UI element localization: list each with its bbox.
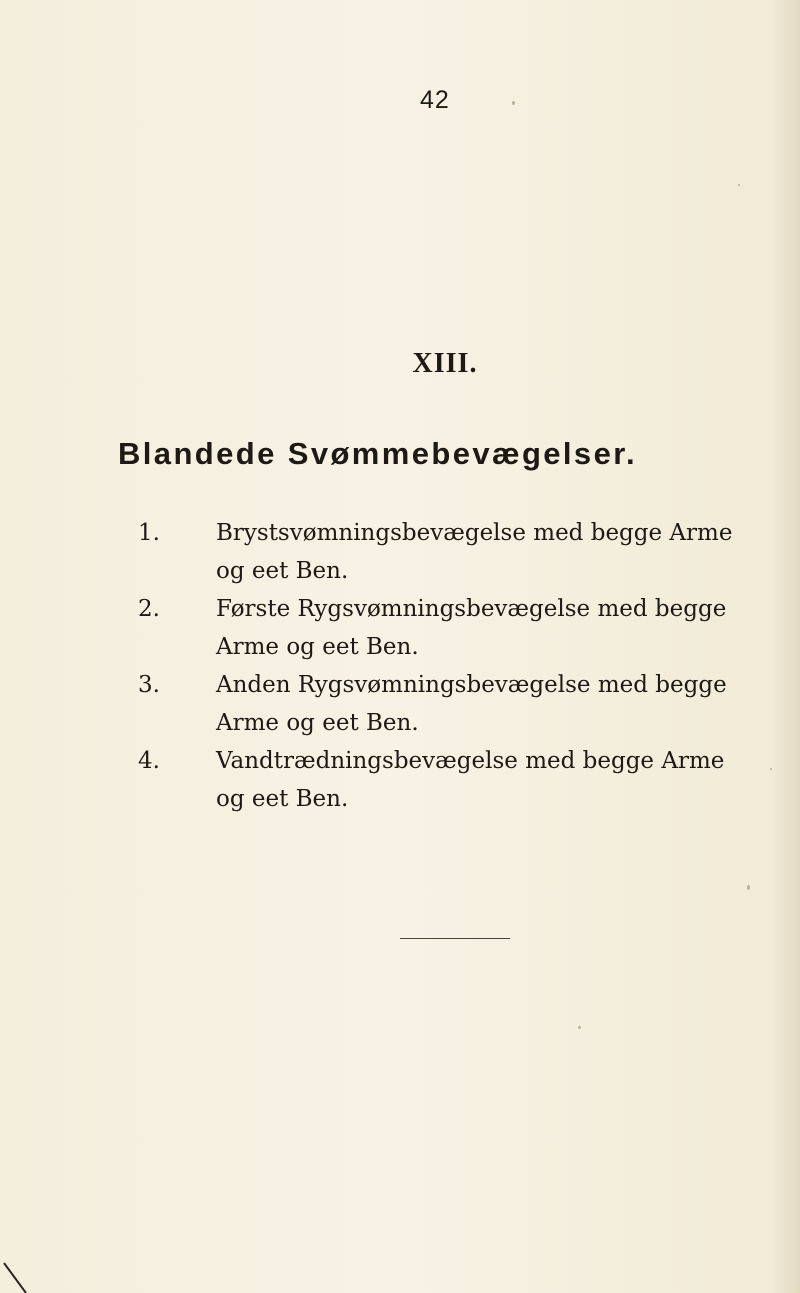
page-number: 42 xyxy=(420,86,450,114)
list-item xyxy=(138,742,758,818)
list-item xyxy=(138,666,758,742)
item-text: Første Rygsvømningsbevægelse med begge Arme og eet Ben. xyxy=(216,596,727,660)
item-number: 4. xyxy=(138,748,160,774)
item-number: 1. xyxy=(138,520,160,546)
item-text: Vandtrædningsbevægelse med begge Arme og eet Ben. xyxy=(216,748,725,812)
paper-fleck xyxy=(747,885,750,890)
paper-fleck xyxy=(512,101,515,105)
chapter-title: Blandede Svømmebevægelser. xyxy=(118,436,637,471)
page-edge-shadow xyxy=(772,0,800,1293)
corner-mark xyxy=(0,1253,40,1293)
paper-fleck xyxy=(770,768,772,770)
paper-fleck xyxy=(738,184,740,186)
item-text: Brystsvømningsbevægelse med begge Arme og eet Ben. xyxy=(216,520,733,584)
list-item xyxy=(138,514,758,590)
section-divider xyxy=(400,938,510,939)
exercise-list xyxy=(138,514,758,818)
chapter-number: XIII. xyxy=(412,348,478,379)
item-number: 3. xyxy=(138,672,160,698)
paper-fleck xyxy=(578,1026,581,1029)
list-item xyxy=(138,590,758,666)
item-text: Anden Rygsvømningsbevægelse med begge Arme og eet Ben. xyxy=(216,672,727,736)
item-number: 2. xyxy=(138,596,160,622)
